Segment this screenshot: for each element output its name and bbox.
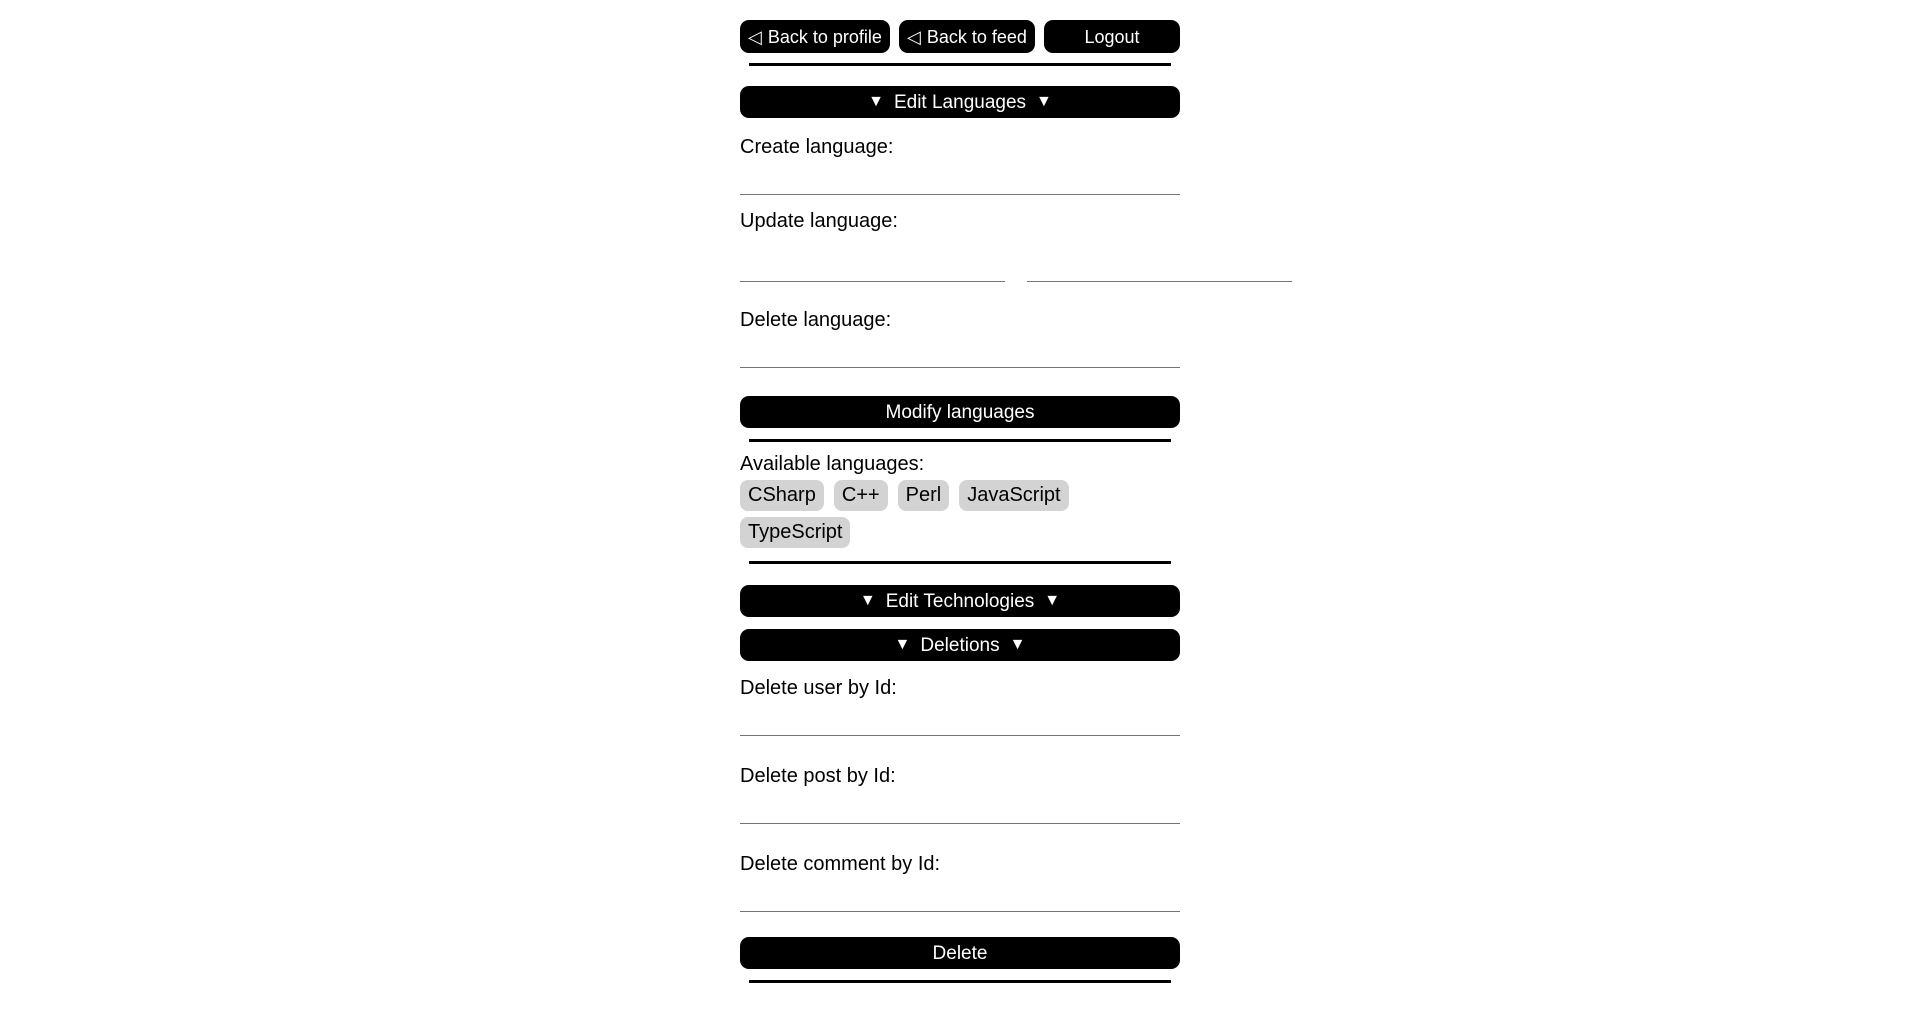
delete-language-label: Delete language: — [740, 309, 892, 331]
admin-panel — [740, 0, 1180, 983]
back-to-profile-label: Back to profile — [767, 26, 882, 47]
delete-user-input[interactable] — [740, 712, 1180, 736]
available-languages-list — [740, 480, 1120, 548]
delete-user-field — [740, 676, 1180, 736]
delete-comment-field — [740, 852, 1180, 912]
update-language-old-input[interactable] — [740, 258, 1005, 282]
caret-down-icon: ▼ — [1036, 93, 1052, 110]
delete-button-label: Delete — [932, 942, 988, 964]
delete-post-input[interactable] — [740, 800, 1180, 824]
accordion-edit-languages[interactable] — [740, 86, 1180, 118]
logout-label: Logout — [1084, 26, 1140, 47]
delete-user-label: Delete user by Id: — [740, 677, 897, 699]
back-arrow-icon: ◁ — [748, 26, 762, 47]
delete-language-input[interactable] — [740, 344, 1180, 368]
delete-comment-label: Delete comment by Id: — [740, 853, 941, 875]
create-language-label: Create language: — [740, 136, 894, 158]
divider — [749, 561, 1171, 564]
language-chip: Perl — [898, 480, 950, 511]
divider — [749, 439, 1171, 442]
create-language-field — [740, 135, 1180, 195]
divider — [749, 980, 1171, 983]
toolbar — [740, 20, 1180, 53]
divider — [749, 63, 1171, 66]
update-language-new-input[interactable] — [1027, 258, 1292, 282]
caret-down-icon: ▼ — [859, 592, 876, 609]
accordion-edit-languages-label: Edit Languages — [893, 91, 1027, 113]
back-to-profile-button[interactable] — [740, 20, 890, 53]
delete-button[interactable] — [740, 937, 1180, 969]
language-chip: CSharp — [740, 480, 824, 511]
accordion-edit-technologies-label: Edit Technologies — [885, 590, 1035, 612]
caret-down-icon: ▼ — [894, 636, 911, 653]
caret-down-icon: ▼ — [1009, 636, 1026, 653]
delete-post-label: Delete post by Id: — [740, 765, 896, 787]
back-arrow-icon: ◁ — [906, 26, 921, 47]
update-language-label: Update language: — [740, 210, 898, 232]
modify-languages-button[interactable] — [740, 396, 1180, 428]
update-language-field — [740, 209, 1180, 282]
caret-down-icon: ▼ — [1044, 592, 1061, 609]
delete-post-field — [740, 764, 1180, 824]
update-language-inputs — [740, 234, 1180, 282]
language-chip: C++ — [834, 480, 888, 511]
accordion-deletions-label: Deletions — [920, 634, 1000, 656]
caret-down-icon: ▼ — [868, 93, 884, 110]
language-chip: JavaScript — [959, 480, 1068, 511]
back-to-feed-button[interactable] — [899, 20, 1035, 53]
accordion-edit-technologies[interactable] — [740, 585, 1180, 617]
back-to-feed-label: Back to feed — [926, 26, 1027, 47]
language-chip: TypeScript — [740, 517, 850, 548]
accordion-deletions[interactable] — [740, 629, 1180, 661]
available-languages-label: Available languages: — [740, 453, 925, 475]
delete-language-field — [740, 308, 1180, 368]
logout-button[interactable] — [1044, 20, 1180, 53]
create-language-input[interactable] — [740, 171, 1180, 195]
delete-comment-input[interactable] — [740, 888, 1180, 912]
modify-languages-label: Modify languages — [885, 401, 1035, 423]
